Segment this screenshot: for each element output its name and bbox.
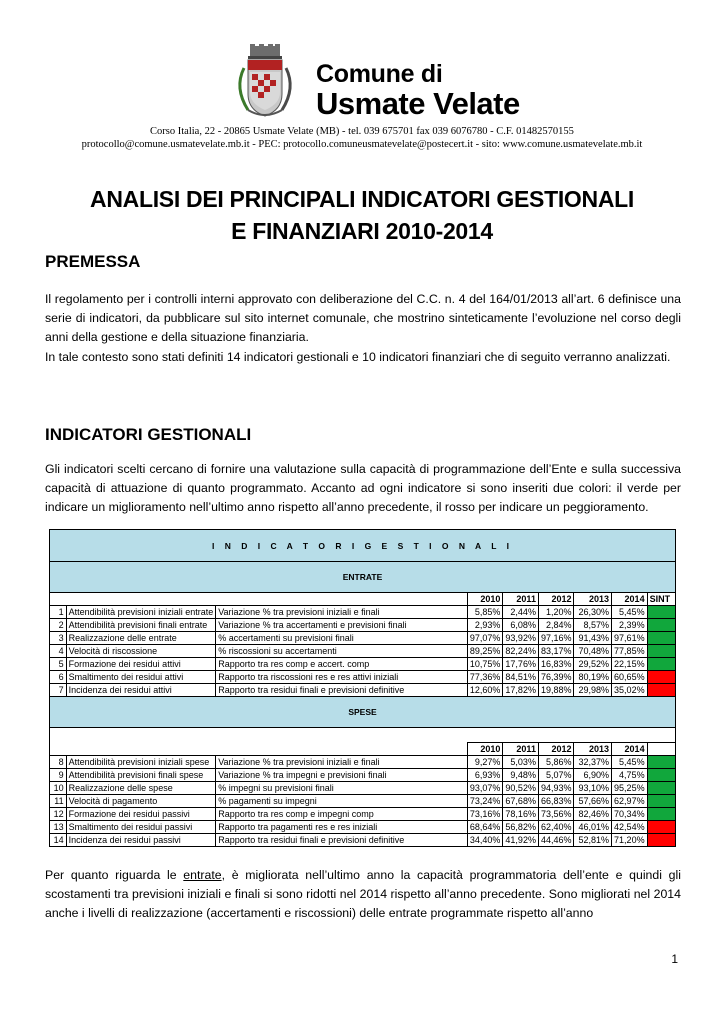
closing-paragraph (45, 866, 681, 923)
sint-header-cell: SINT (647, 593, 675, 606)
indicator-value: 78,16% (503, 808, 539, 821)
indicator-value: 5,03% (503, 756, 539, 769)
indicator-description: Rapporto tra pagamenti res e res iniziali (216, 821, 468, 834)
indicator-value: 8,57% (574, 619, 612, 632)
indicator-name: Realizzazione delle spese (66, 782, 216, 795)
page-number: 1 (671, 952, 678, 966)
indicator-value: 5,85% (467, 606, 503, 619)
indicator-value: 62,97% (612, 795, 648, 808)
indicator-description: Variazione % tra accertamenti e previsioni finali (216, 619, 468, 632)
indicator-value: 34,40% (467, 834, 503, 847)
indicator-name: Velocità di riscossione (66, 645, 216, 658)
indicator-description: Variazione % tra previsioni iniziali e finali (216, 606, 468, 619)
indicator-name: Smaltimento dei residui passivi (66, 821, 216, 834)
year-header-cell: 2014 (612, 743, 648, 756)
indicators-table (49, 529, 676, 847)
indicator-value: 77,85% (612, 645, 648, 658)
indicator-value: 29,52% (574, 658, 612, 671)
trend-indicator-red (647, 671, 675, 684)
year-header-cell: 2011 (503, 743, 539, 756)
closing-text-end: , è migliorata nell’ultimo anno la capacità programmatoria dell’ente e quindi gli scostamenti tra previsioni iniziali e finali si sono ridotti nel 2014 rispetto all’anno precedente. Sono migliorati nel 2014 anche i livelli di realizzazione (accertamenti e riscossioni) delle entrate programmate rispetto all’anno (45, 868, 681, 920)
indicator-value: 97,61% (612, 632, 648, 645)
indicator-description: % riscossioni su accertamenti (216, 645, 468, 658)
trend-indicator-green (647, 619, 675, 632)
indicator-value: 73,24% (467, 795, 503, 808)
indicator-value: 29,98% (574, 684, 612, 697)
trend-indicator-green (647, 782, 675, 795)
trend-indicator-green (647, 606, 675, 619)
indicator-value: 6,90% (574, 769, 612, 782)
indicator-value: 97,07% (467, 632, 503, 645)
indicator-value: 62,40% (538, 821, 574, 834)
indicator-value: 6,93% (467, 769, 503, 782)
premessa-paragraph-2: In tale contesto sono stati definiti 14 indicatori gestionali e 10 indicatori finanziari che di seguito verranno analizzati. (45, 350, 671, 364)
header-blank (50, 743, 468, 756)
indicator-value: 35,02% (612, 684, 648, 697)
indicator-description: % pagamenti su impegni (216, 795, 468, 808)
indicator-value: 97,16% (538, 632, 574, 645)
indicator-value: 52,81% (574, 834, 612, 847)
entrate-year-header (50, 593, 676, 606)
indicator-value: 17,76% (503, 658, 539, 671)
indicator-value: 71,20% (612, 834, 648, 847)
contacts-line: protocollo@comune.usmatevelate.mb.it - PEC: protocollo.comuneusmatevelate@postecert.it - sito: www.comune.usmatevelate.mb.it (81, 139, 643, 150)
indicator-value: 1,20% (538, 606, 574, 619)
indicator-row (50, 795, 676, 808)
indicator-value: 16,83% (538, 658, 574, 671)
sint-header-blank (647, 743, 675, 756)
trend-indicator-green (647, 632, 675, 645)
trend-indicator-green (647, 756, 675, 769)
indicator-value: 94,93% (538, 782, 574, 795)
indicator-value: 41,92% (503, 834, 539, 847)
year-header-cell: 2013 (574, 593, 612, 606)
indicator-value: 60,65% (612, 671, 648, 684)
gestionali-heading: INDICATORI GESTIONALI (45, 425, 252, 444)
document-title-line1: ANALISI DEI PRINCIPALI INDICATORI GESTIONALI (90, 186, 634, 212)
indicator-number: 11 (50, 795, 67, 808)
municipality-name: Usmate Velate (316, 86, 520, 121)
indicator-name: Realizzazione delle entrate (66, 632, 216, 645)
indicator-value: 5,45% (612, 606, 648, 619)
indicator-value: 5,86% (538, 756, 574, 769)
indicator-value: 5,45% (612, 756, 648, 769)
trend-indicator-green (647, 795, 675, 808)
indicator-number: 4 (50, 645, 67, 658)
indicator-value: 76,39% (538, 671, 574, 684)
indicator-row (50, 684, 676, 697)
indicator-number: 3 (50, 632, 67, 645)
indicator-value: 82,46% (574, 808, 612, 821)
indicator-value: 10,75% (467, 658, 503, 671)
indicator-number: 1 (50, 606, 67, 619)
indicator-description: Rapporto tra res comp e accert. comp (216, 658, 468, 671)
indicator-value: 84,51% (503, 671, 539, 684)
indicator-value: 68,64% (467, 821, 503, 834)
indicator-value: 91,43% (574, 632, 612, 645)
premessa-heading: PREMESSA (45, 252, 141, 271)
indicator-description: Variazione % tra impegni e previsioni finali (216, 769, 468, 782)
indicator-number: 12 (50, 808, 67, 821)
indicator-value: 46,01% (574, 821, 612, 834)
indicator-value: 70,48% (574, 645, 612, 658)
indicator-number: 8 (50, 756, 67, 769)
indicator-value: 9,48% (503, 769, 539, 782)
indicator-value: 42,54% (612, 821, 648, 834)
trend-indicator-red (647, 834, 675, 847)
indicator-name: Formazione dei residui attivi (66, 658, 216, 671)
municipality-label: Comune di (316, 60, 443, 88)
indicator-value: 17,82% (503, 684, 539, 697)
indicator-number: 13 (50, 821, 67, 834)
indicator-row (50, 821, 676, 834)
indicator-value: 4,75% (612, 769, 648, 782)
table-band-title: I N D I C A T O R I G E S T I O N A L I (50, 530, 676, 562)
indicator-value: 77,36% (467, 671, 503, 684)
year-header-cell: 2011 (503, 593, 539, 606)
spacer-row (50, 728, 676, 743)
indicator-value: 73,16% (467, 808, 503, 821)
gestionali-paragraph: Gli indicatori scelti cercano di fornire una valutazione sulla capacità di programmazione dell’Ente e sulla successiva capacità di attuazione di quanto programmato. Accanto ad ogni indicatore si sono inseriti due colori: il verde per indicare un miglioramento nell’ultimo anno rispetto all’anno precedente, il rosso per indicare un peggioramento. (45, 462, 681, 514)
letterhead (0, 42, 724, 152)
indicator-value: 9,27% (467, 756, 503, 769)
indicator-value: 83,17% (538, 645, 574, 658)
indicator-value: 2,44% (503, 606, 539, 619)
indicator-value: 19,88% (538, 684, 574, 697)
indicator-number: 5 (50, 658, 67, 671)
indicator-value: 70,34% (612, 808, 648, 821)
indicator-number: 2 (50, 619, 67, 632)
indicator-number: 7 (50, 684, 67, 697)
indicator-value: 32,37% (574, 756, 612, 769)
indicator-row (50, 756, 676, 769)
indicator-row (50, 645, 676, 658)
spese-section-label: SPESE (50, 697, 676, 728)
indicator-name: Velocità di pagamento (66, 795, 216, 808)
indicator-value: 56,82% (503, 821, 539, 834)
indicator-description: Rapporto tra res comp e impegni comp (216, 808, 468, 821)
coat-of-arms-icon (228, 44, 302, 124)
indicator-name: Incidenza dei residui attivi (66, 684, 216, 697)
indicator-description: % impegni su previsioni finali (216, 782, 468, 795)
indicator-value: 2,84% (538, 619, 574, 632)
indicator-number: 9 (50, 769, 67, 782)
indicator-row (50, 632, 676, 645)
indicator-value: 2,39% (612, 619, 648, 632)
year-header-cell: 2010 (467, 593, 503, 606)
indicator-row (50, 769, 676, 782)
indicator-number: 14 (50, 834, 67, 847)
indicator-description: % accertamenti su previsioni finali (216, 632, 468, 645)
closing-text-underlined: entrate (183, 868, 222, 882)
indicator-row (50, 619, 676, 632)
indicator-name: Formazione dei residui passivi (66, 808, 216, 821)
premessa-paragraph-1: Il regolamento per i controlli interni approvato con deliberazione del C.C. n. 4 del 164/01/2013 all’art. 6 definisce una serie di indicatori, da pubblicare sul sito internet comunale, che mostrino sinteticamente l’evoluzione nel corso degli anni della gestione e della situazione finanziaria. (45, 292, 681, 344)
address-line: Corso Italia, 22 - 20865 Usmate Velate (MB) - tel. 039 675701 fax 039 6076780 - C.F. 01482570155 (150, 126, 574, 137)
indicator-value: 89,25% (467, 645, 503, 658)
indicator-description: Variazione % tra previsioni iniziali e finali (216, 756, 468, 769)
indicator-number: 6 (50, 671, 67, 684)
indicator-value: 22,15% (612, 658, 648, 671)
indicator-value: 95,25% (612, 782, 648, 795)
trend-indicator-green (647, 658, 675, 671)
indicator-value: 82,24% (503, 645, 539, 658)
document-title-line2: E FINANZIARI 2010-2014 (231, 218, 493, 244)
trend-indicator-red (647, 821, 675, 834)
trend-indicator-green (647, 645, 675, 658)
indicator-name: Incidenza dei residui passivi (66, 834, 216, 847)
indicator-value: 12,60% (467, 684, 503, 697)
indicator-value: 90,52% (503, 782, 539, 795)
trend-indicator-green (647, 808, 675, 821)
indicator-row (50, 782, 676, 795)
indicator-value: 5,07% (538, 769, 574, 782)
indicator-name: Attendibilità previsioni finali spese (66, 769, 216, 782)
indicator-row (50, 834, 676, 847)
indicator-value: 6,08% (503, 619, 539, 632)
indicator-value: 93,10% (574, 782, 612, 795)
entrate-section-label: ENTRATE (50, 562, 676, 593)
indicators-table-wrap (49, 529, 676, 847)
indicator-name: Attendibilità previsioni finali entrate (66, 619, 216, 632)
indicator-value: 26,30% (574, 606, 612, 619)
year-header-cell: 2013 (574, 743, 612, 756)
indicator-value: 80,19% (574, 671, 612, 684)
indicator-value: 2,93% (467, 619, 503, 632)
trend-indicator-red (647, 684, 675, 697)
indicator-description: Rapporto tra riscossioni res e res attivi iniziali (216, 671, 468, 684)
indicator-description: Rapporto tra residui finali e previsioni definitive (216, 834, 468, 847)
spacer-cell (50, 728, 676, 743)
year-header-cell: 2010 (467, 743, 503, 756)
indicator-row (50, 808, 676, 821)
indicator-value: 93,92% (503, 632, 539, 645)
indicator-value: 93,07% (467, 782, 503, 795)
year-header-cell: 2012 (538, 743, 574, 756)
closing-text-start: Per quanto riguarda le (45, 868, 184, 882)
indicator-name: Attendibilità previsioni iniziali spese (66, 756, 216, 769)
indicator-name: Smaltimento dei residui attivi (66, 671, 216, 684)
indicator-value: 44,46% (538, 834, 574, 847)
trend-indicator-green (647, 769, 675, 782)
spese-year-header (50, 743, 676, 756)
indicator-value: 67,68% (503, 795, 539, 808)
indicator-number: 10 (50, 782, 67, 795)
indicator-description: Rapporto tra residui finali e previsioni definitive (216, 684, 468, 697)
indicator-row (50, 671, 676, 684)
year-header-cell: 2014 (612, 593, 648, 606)
indicator-row (50, 606, 676, 619)
indicator-value: 73,56% (538, 808, 574, 821)
year-header-cell: 2012 (538, 593, 574, 606)
indicator-name: Attendibilità previsioni iniziali entrate (66, 606, 216, 619)
indicator-value: 66,83% (538, 795, 574, 808)
indicator-row (50, 658, 676, 671)
indicator-value: 57,66% (574, 795, 612, 808)
